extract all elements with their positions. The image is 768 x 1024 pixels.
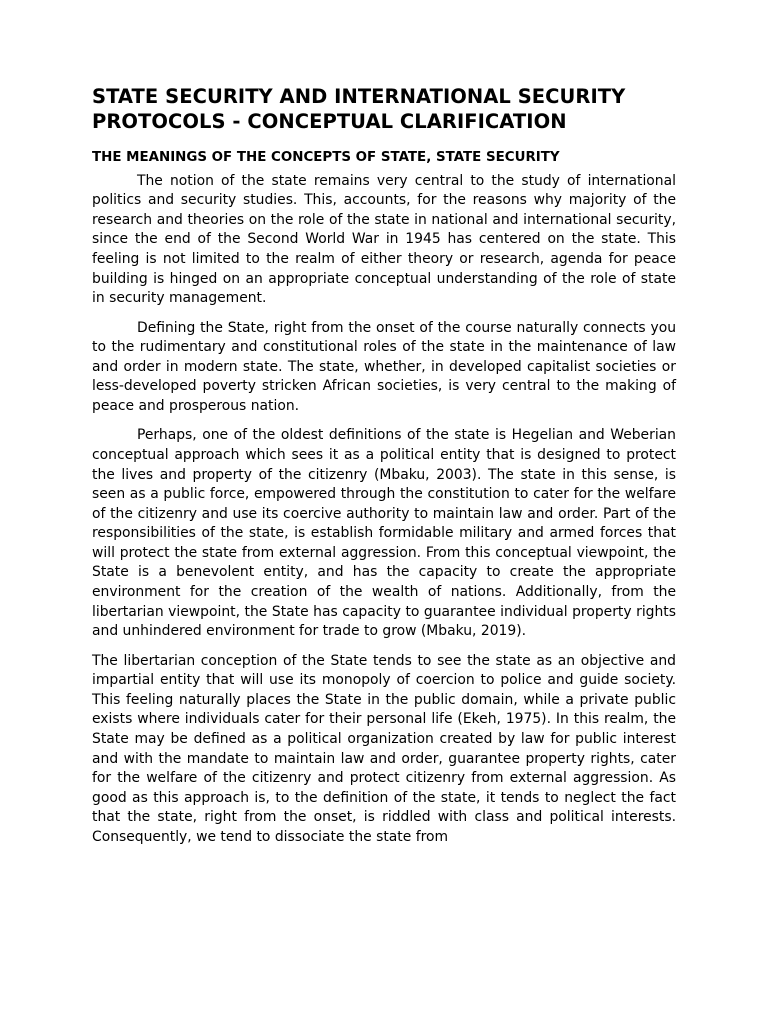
document-page [92, 84, 676, 848]
paragraph-1: The notion of the state remains very central to the study of international politics and security studies. This, accounts, for the reasons why majority of the research and theories on the role of the state in national and international security, since the end of the Second World War in 1945 has centered on the state. This feeling is not limited to the realm of either theory or research, agenda for peace building is hinged on an appropriate conceptual understanding of the role of state in security management. [92, 172, 676, 307]
paragraph-2: Defining the State, right from the onset of the course naturally connects you to the rudimentary and constitutional roles of the state in the maintenance of law and order in modern state. The state, whether, in developed capitalist societies or less-developed poverty stricken African societies, is very central to the making of peace and prosperous nation. [92, 319, 676, 414]
paragraph-3: Perhaps, one of the oldest definitions of the state is Hegelian and Weberian conceptual approach which sees it as a political entity that is designed to protect the lives and property of the citizenry (Mbaku, 2003). The state in this sense, is seen as a public force, empowered through the constitution to cater for the welfare of the citizenry and use its coercive authority to maintain law and order. Part of the responsibilities of the state, is establish formidable military and armed forces that will protect the state from external aggression. From this conceptual viewpoint, the State is a benevolent entity, and has the capacity to create the appropriate environment for the creation of the wealth of nations. Additionally, from the libertarian viewpoint, the State has capacity to guarantee individual property rights and unhindered environment for trade to grow (Mbaku, 2019). [92, 427, 676, 640]
document-title: STATE SECURITY AND INTERNATIONAL SECURITY PROTOCOLS - CONCEPTUAL CLARIFICATION [92, 85, 626, 133]
paragraph-4: The libertarian conception of the State tends to see the state as an objective and impartial entity that will use its monopoly of coercion to police and guide society. This feeling naturally places the State in the public domain, while a private public exists where individuals cater for their personal life (Ekeh, 1975). In this realm, the State may be defined as a political organization created by law for public interest and with the mandate to maintain law and order, guarantee property rights, cater for the welfare of the citizenry and protect citizenry from external aggression. As good as this approach is, to the definition of the state, it tends to neglect the fact that the state, right from the onset, is riddled with class and political interests. Consequently, we tend to dissociate the state from [92, 652, 676, 845]
section-heading: THE MEANINGS OF THE CONCEPTS OF STATE, STATE SECURITY [92, 150, 560, 165]
